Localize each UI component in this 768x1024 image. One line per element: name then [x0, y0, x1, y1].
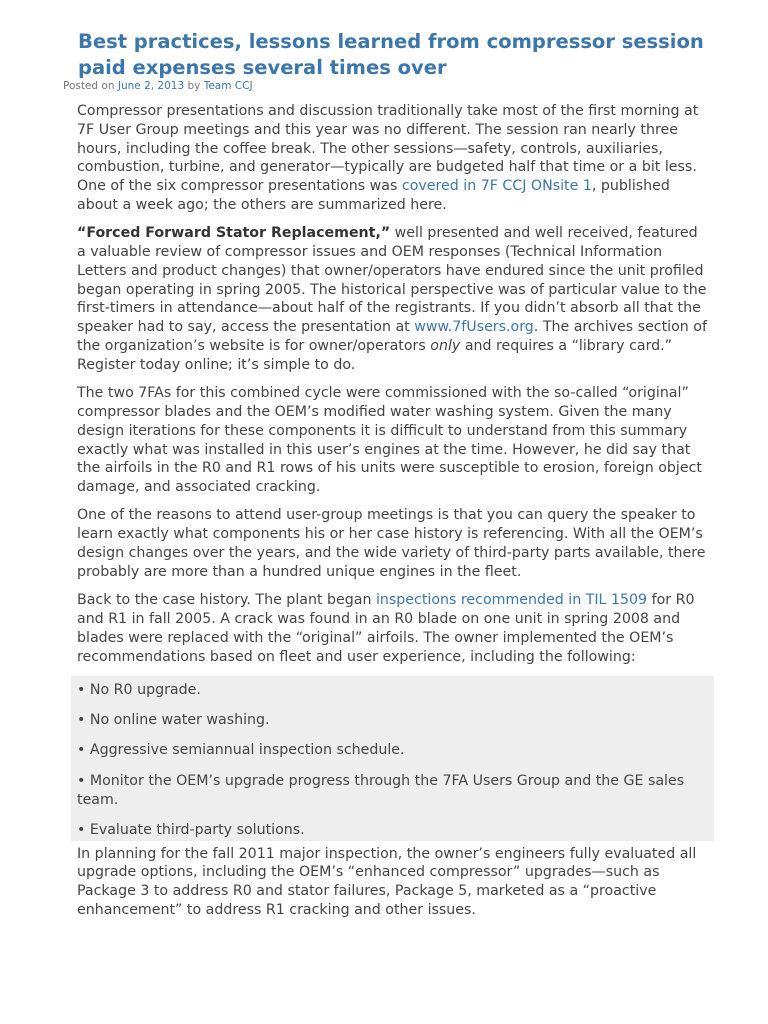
list-item: • No R0 upgrade. — [77, 681, 201, 698]
covered-onsite-link[interactable]: covered in 7F CCJ ONsite 1 — [401, 178, 592, 195]
paragraph-planning: In planning for the fall 2011 major inspection, the owner’s engineers fully evaluated all upgrade options, including the OEM’s “enhanced compressor” upgrades—such as Package 3 to address R0 and stator failures, Package 5, marketed as a “proactive enhancement” to address R1 cracking and other issues. — [77, 845, 697, 918]
list-item: • Evaluate third-party solutions. — [77, 821, 305, 838]
presentation-title: “Forced Forward Stator Replacement,” — [77, 225, 391, 242]
post-date-link[interactable]: June 2, 2013 — [117, 80, 185, 92]
til-1509-link[interactable]: inspections recommended in TIL 1509 — [375, 592, 648, 609]
paragraph-text: , published about a week ago; the others are summarized here. — [77, 178, 670, 213]
paragraph-intro — [77, 102, 708, 215]
paragraph-7fas: The two 7FAs for this combined cycle were commissioned with the so-called “original” compressor blades and the OEM’s modified water washing system. Given the many design iterations for these components it is difficult to understand from this summary exactly what was installed in this user’s engines at the time. However, he did say that the airfoils in the R0 and R1 rows of his units were susceptible to erosion, foreign object damage, and associated cracking. — [77, 385, 702, 496]
7fusers-link[interactable]: www.7fUsers.org — [414, 319, 534, 336]
paragraph-text: well presented and well received, featured a valuable review of compressor issues and OEM responses (Technical Information Letters and product changes) that owner/operators have endured since the unit profiled began operating in spring 2005. The historical perspective was of particular value to the first-timers in attendance—about half of the registrants. If you didn’t absorb all that the speaker had to say, access the presentation at — [77, 225, 707, 336]
article-body — [77, 102, 708, 929]
author-link[interactable]: Team CCJ — [203, 80, 253, 92]
post-meta — [63, 79, 253, 93]
recommendations-list — [71, 676, 714, 841]
paragraph-text: . The archives section of the organization’s website is for owner/operators — [77, 319, 707, 355]
paragraph-case-history — [77, 591, 708, 666]
emphasis-only: only — [430, 338, 461, 355]
list-item: • No online water washing. — [77, 712, 270, 729]
paragraph-text: for R0 and R1 in fall 2005. A crack was found in an R0 blade on one unit in spring 2008 and blades were replaced with the “original” airfoils. The owner implemented the OEM’s recommendations based on fleet and user experience, including the following: — [77, 592, 695, 665]
by-label: by — [187, 80, 201, 92]
list-item: • Aggressive semiannual inspection schedule. — [77, 742, 405, 759]
list-item: • Monitor the OEM’s upgrade progress through the 7FA Users Group and the GE sales team. — [77, 772, 685, 808]
article-title: Best practices, lessons learned from compressor session paid expenses several times over — [78, 30, 704, 79]
paragraph-text: and requires a “library card.” Register today online; it’s simple to do. — [77, 338, 673, 373]
paragraph-text: Compressor presentations and discussion traditionally take most of the first morning at 7F User Group meetings and this year was no different. The session ran nearly three hours, including the coffee break. The other sessions—safety, controls, auxiliaries, combustion, turbine, and generator—typically are budgeted half that time or a bit less. One of the six compressor presentations was — [77, 103, 699, 195]
paragraph-text: Back to the case history. The plant began — [77, 592, 376, 609]
paragraph-stator — [77, 224, 708, 374]
paragraph-user-groups: One of the reasons to attend user-group meetings is that you can query the speaker to learn exactly what components his or her case history is referencing. With all the OEM’s design changes over the years, and the wide variety of third-party parts available, there probably are more than a hundred unique engines in the fleet. — [77, 507, 706, 580]
posted-on-label: Posted on — [63, 80, 115, 92]
